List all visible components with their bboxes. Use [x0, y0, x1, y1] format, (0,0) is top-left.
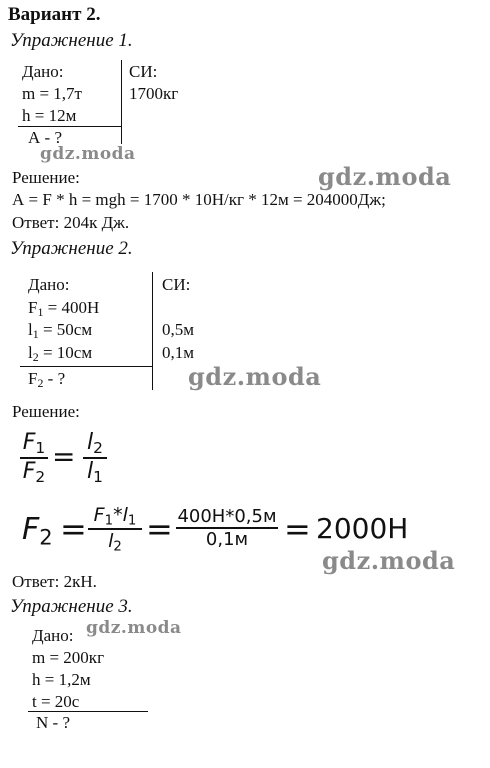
ex3-given-label: Дано: — [32, 626, 74, 645]
formula2-equals-1: = — [60, 510, 87, 548]
watermark: gdz.moda — [86, 618, 182, 638]
formula1-equals: = — [52, 440, 76, 473]
watermark: gdz.moda — [40, 144, 136, 164]
ex2-find: $F_2$ - ? — [28, 369, 66, 390]
ex2-si-divider — [152, 272, 153, 390]
formula2-equals-3: = — [284, 510, 311, 548]
watermark: gdz.moda — [188, 362, 322, 391]
ex1-si-divider — [121, 60, 122, 144]
ex2-given-underline — [20, 366, 153, 367]
ex2-given-l1: $l_1 = 50см$ — [28, 320, 93, 341]
formula2-equals-2: = — [146, 510, 173, 548]
formula1-left-fraction: $F_1$ $F_2$ — [20, 430, 48, 486]
exercise-1-title: Упражнение 1. — [10, 30, 133, 51]
ex2-answer: Ответ: 2кН. — [12, 572, 97, 591]
ex1-solution-label: Решение: — [12, 168, 80, 187]
ex1-answer: Ответ: 204к Дж. — [12, 213, 130, 232]
watermark: gdz.moda — [318, 162, 452, 191]
formula2-result: 2000Н — [316, 512, 409, 545]
ex3-given-time: t = 20с — [32, 692, 80, 711]
formula2-lhs: $F_2$ — [22, 512, 53, 550]
ex2-solution-label: Решение: — [12, 402, 80, 421]
ex3-find: N - ? — [36, 713, 70, 732]
watermark: gdz.moda — [322, 546, 456, 575]
ex1-si-mass: 1700кг — [129, 84, 179, 103]
ex3-given-underline — [28, 711, 148, 712]
ex2-si-l2: 0,1м — [162, 343, 195, 362]
ex1-given-underline — [18, 126, 122, 127]
exercise-3-title: Упражнение 3. — [10, 596, 133, 617]
ex1-solution: А = F * h = mgh = 1700 * 10Н/кг * 12м = 204000Дж; — [12, 190, 386, 209]
ex2-given-label: Дано: — [28, 275, 70, 294]
ex2-given-l2: $l_2 = 10см$ — [28, 343, 93, 364]
ex1-given-label: Дано: — [22, 62, 64, 81]
exercise-2-title: Упражнение 2. — [10, 238, 133, 259]
ex1-given-mass: m = 1,7т — [22, 84, 82, 103]
formula2-fraction-2: 400Н*0,5м 0,1м — [177, 506, 277, 550]
variant-title: Вариант 2. — [8, 4, 101, 25]
formula2-fraction-1: $F_1*l_1$ $l_2$ — [88, 504, 142, 555]
formula1-right-fraction: $l_2$ $l_1$ — [83, 430, 107, 486]
ex3-given-mass: m = 200кг — [32, 648, 105, 667]
ex2-si-label: СИ: — [162, 275, 191, 294]
ex1-find: А - ? — [28, 128, 62, 147]
ex1-given-height: h = 12м — [22, 106, 77, 125]
ex1-si-label: СИ: — [129, 62, 158, 81]
ex2-given-f1: $F_1 = 400Н$ — [28, 298, 100, 319]
ex2-si-l1: 0,5м — [162, 320, 195, 339]
ex3-given-height: h = 1,2м — [32, 670, 91, 689]
